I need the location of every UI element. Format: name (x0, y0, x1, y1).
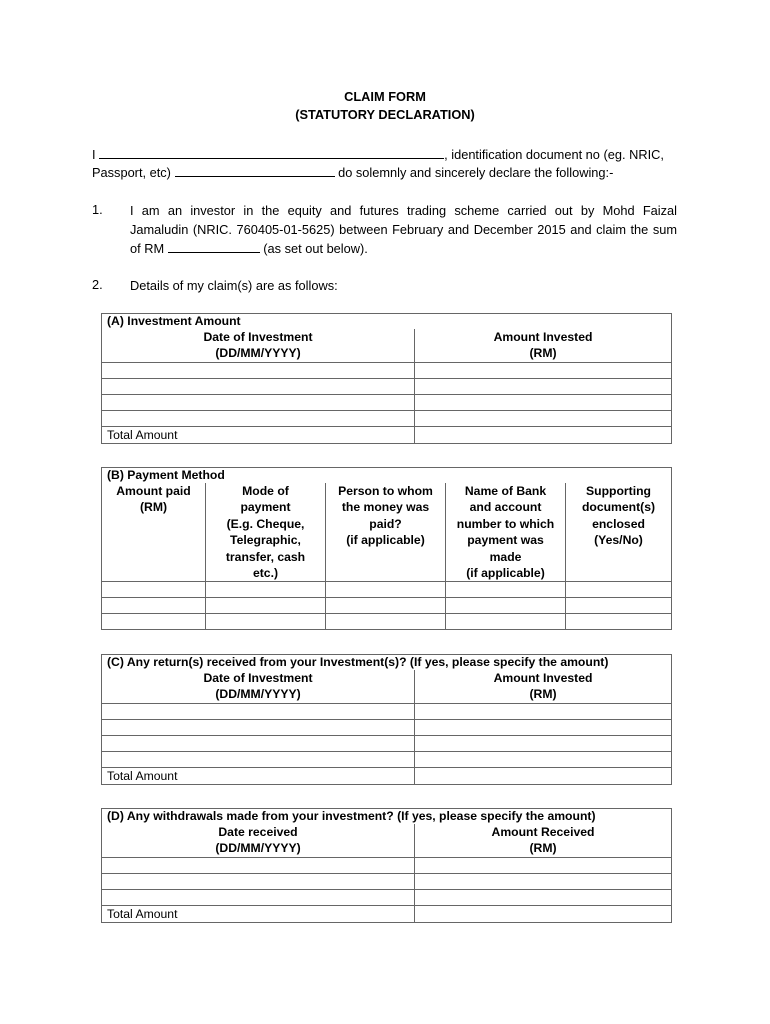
table-row (102, 752, 672, 768)
section-b-person-line-2: the money was (341, 500, 430, 515)
section-b-cell[interactable] (206, 614, 326, 630)
table-row (102, 736, 672, 752)
table-row (102, 598, 672, 614)
table-row (102, 720, 672, 736)
section-c-amount-cell[interactable] (415, 704, 672, 720)
table-row (102, 874, 672, 890)
section-b-person-header (326, 483, 446, 582)
section-b-supporting-line-1: Supporting (586, 484, 651, 498)
section-b-person-line-1: Person to whom (338, 484, 433, 498)
section-d-date-header-line-2: (DD/MM/YYYY) (215, 841, 301, 856)
section-b-cell[interactable] (102, 614, 206, 630)
section-b-person-line-4: (if applicable) (346, 533, 425, 548)
section-c-date-cell[interactable] (102, 704, 415, 720)
section-a-total-label: Total Amount (102, 427, 415, 444)
section-b-bank-header (446, 483, 566, 582)
item-1-paragraph (130, 202, 677, 259)
table-row (102, 379, 672, 395)
item-1-line-3-suffix: (as set out below). (263, 241, 368, 256)
section-a-date-header-line-1: Date of Investment (203, 330, 313, 344)
section-a-date-cell[interactable] (102, 363, 415, 379)
section-b-supporting-line-2: document(s) (581, 500, 656, 515)
form-subtitle: (STATUTORY DECLARATION) (295, 107, 475, 122)
section-b-mode-line-2: payment (240, 500, 291, 515)
section-b-cell[interactable] (102, 582, 206, 598)
section-b-person-line-3: paid? (369, 516, 402, 531)
section-d-date-header-line-1: Date received (218, 825, 298, 839)
section-b-cell[interactable] (326, 582, 446, 598)
section-d-amount-header-line-2: (RM) (529, 841, 557, 856)
section-b-cell[interactable] (326, 614, 446, 630)
section-c-amount-cell[interactable] (415, 736, 672, 752)
section-b-cell[interactable] (102, 598, 206, 614)
section-b-cell[interactable] (566, 582, 672, 598)
table-row (102, 890, 672, 906)
section-b-cell[interactable] (446, 582, 566, 598)
section-c-amount-cell[interactable] (415, 720, 672, 736)
section-b-cell[interactable] (446, 614, 566, 630)
section-b-bank-line-6: (if applicable) (466, 566, 545, 581)
section-a-date-cell[interactable] (102, 411, 415, 427)
item-1-line-1: I am an investor in the equity and futures trading scheme carried out by Mohd Faizal (130, 203, 677, 218)
item-2-number: 2. (92, 277, 103, 292)
section-c-total-label: Total Amount (102, 768, 415, 785)
section-d-date-cell[interactable] (102, 858, 415, 874)
section-a-amount-header-line-2: (RM) (529, 346, 557, 361)
declaration-line2-prefix: Passport, etc) (92, 165, 171, 180)
declaration-after-id: do solemnly and sincerely declare the following:- (338, 165, 614, 180)
section-c-date-cell[interactable] (102, 752, 415, 768)
table-row (102, 704, 672, 720)
section-b-bank-line-2: and account (469, 500, 542, 515)
section-a-amount-header-line-1: Amount Invested (493, 330, 593, 344)
section-b-amount-paid-header (102, 483, 206, 582)
section-c-title: (C) Any return(s) received from your Investment(s)? (If yes, please specify the amount) (102, 655, 672, 671)
section-b-bank-line-1: Name of Bank (464, 484, 547, 498)
table-row (102, 395, 672, 411)
section-b-mode-line-3: (E.g. Cheque, (226, 516, 305, 531)
table-row (102, 363, 672, 379)
section-b-mode-line-4: Telegraphic, (230, 533, 301, 548)
section-b-table (101, 467, 672, 630)
section-c-date-cell[interactable] (102, 720, 415, 736)
section-c-date-header-line-1: Date of Investment (203, 671, 313, 685)
section-c-amount-header-line-2: (RM) (529, 687, 557, 702)
declaration-after-name: , identification document no (eg. NRIC, (444, 147, 664, 162)
table-row (102, 858, 672, 874)
section-a-date-header (102, 329, 415, 363)
section-d-amount-cell[interactable] (415, 858, 672, 874)
section-b-mode-line-5: transfer, cash (225, 549, 306, 564)
section-c-total-cell[interactable] (415, 768, 672, 785)
form-title: CLAIM FORM (344, 89, 426, 104)
item-1-line-3-prefix: of RM (130, 241, 165, 256)
item-1-line-2: Jamaludin (NRIC. 760405-01-5625) between February and December 2015 and claim the sum (130, 221, 677, 237)
section-b-mode-line-6: etc.) (252, 566, 279, 581)
section-b-cell[interactable] (566, 598, 672, 614)
table-row (102, 614, 672, 630)
section-d-total-label: Total Amount (102, 906, 415, 923)
section-d-amount-cell[interactable] (415, 874, 672, 890)
section-b-cell[interactable] (206, 582, 326, 598)
section-d-amount-header-line-1: Amount Received (491, 825, 595, 839)
section-b-bank-line-5: made (489, 549, 522, 564)
section-b-cell[interactable] (446, 598, 566, 614)
section-d-amount-header (415, 824, 672, 858)
section-b-supporting-line-3: enclosed (592, 516, 645, 531)
section-b-cell[interactable] (566, 614, 672, 630)
declaration-prefix: I (92, 147, 96, 162)
section-d-date-header (102, 824, 415, 858)
section-b-title: (B) Payment Method (102, 468, 672, 484)
section-b-cell[interactable] (206, 598, 326, 614)
section-b-mode-line-1: Mode of (242, 484, 289, 498)
section-a-amount-header (415, 329, 672, 363)
section-a-table (101, 313, 672, 444)
section-d-table (101, 808, 672, 923)
section-b-amount-paid-line-1: Amount paid (116, 484, 191, 498)
section-a-amount-cell[interactable] (415, 395, 672, 411)
section-d-date-cell[interactable] (102, 874, 415, 890)
section-a-amount-cell[interactable] (415, 363, 672, 379)
section-c-date-header-line-2: (DD/MM/YYYY) (215, 687, 301, 702)
section-d-title: (D) Any withdrawals made from your investment? (If yes, please specify the amount) (102, 809, 672, 825)
section-a-total-cell[interactable] (415, 427, 672, 444)
section-b-cell[interactable] (326, 598, 446, 614)
section-a-amount-cell[interactable] (415, 379, 672, 395)
section-c-amount-cell[interactable] (415, 752, 672, 768)
declaration-line-2 (92, 163, 613, 180)
section-b-supporting-header (566, 483, 672, 582)
section-a-date-cell[interactable] (102, 379, 415, 395)
section-d-date-cell[interactable] (102, 890, 415, 906)
item-1-line-3 (130, 239, 677, 259)
section-c-amount-header (415, 670, 672, 704)
section-c-amount-header-line-1: Amount Invested (493, 671, 593, 685)
name-blank-field[interactable] (99, 145, 444, 159)
section-a-date-header-line-2: (DD/MM/YYYY) (215, 346, 301, 361)
section-a-title: (A) Investment Amount (102, 314, 672, 330)
section-c-date-cell[interactable] (102, 736, 415, 752)
section-b-bank-line-4: payment was (467, 533, 544, 548)
declaration-line-1 (92, 145, 664, 162)
section-a-date-cell[interactable] (102, 395, 415, 411)
claim-sum-blank-field[interactable] (168, 239, 260, 253)
section-a-amount-cell[interactable] (415, 411, 672, 427)
section-b-bank-line-3: number to which (456, 516, 555, 531)
section-d-total-cell[interactable] (415, 906, 672, 923)
item-1-number: 1. (92, 202, 103, 217)
section-b-amount-paid-line-2: (RM) (139, 500, 168, 515)
item-2-text: Details of my claim(s) are as follows: (130, 278, 338, 293)
section-b-mode-header (206, 483, 326, 582)
table-row (102, 411, 672, 427)
section-c-table (101, 654, 672, 785)
table-row (102, 582, 672, 598)
id-number-blank-field[interactable] (175, 163, 335, 177)
section-c-date-header (102, 670, 415, 704)
section-d-amount-cell[interactable] (415, 890, 672, 906)
section-b-supporting-line-4: (Yes/No) (594, 533, 643, 548)
